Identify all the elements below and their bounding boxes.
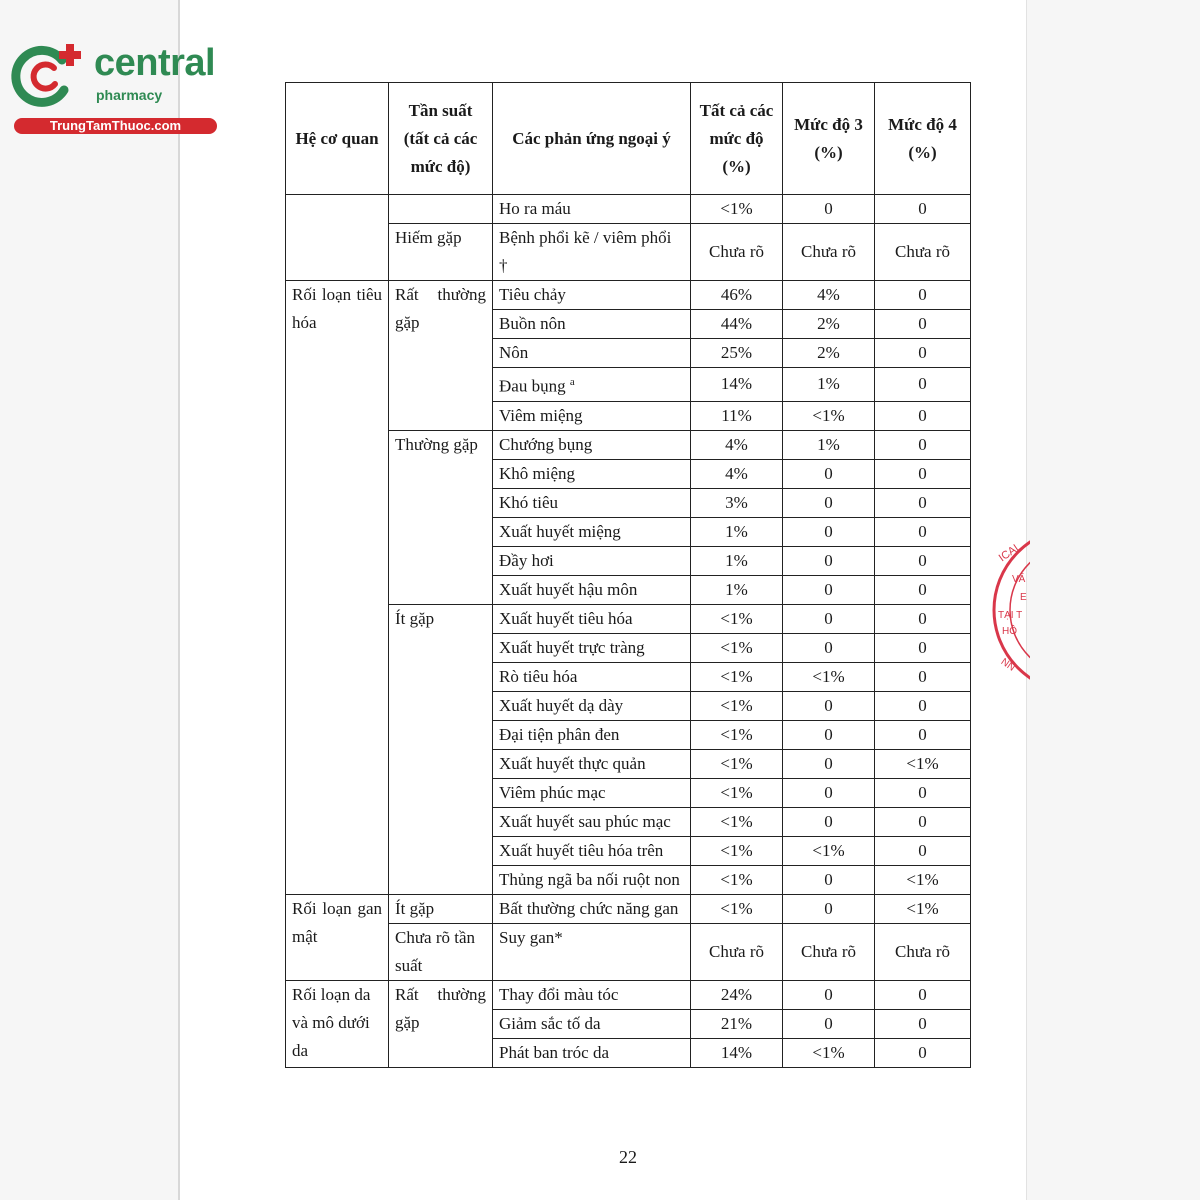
- reaction-cell: Xuất huyết sau phúc mạc: [493, 807, 691, 836]
- reaction-cell: Viêm miệng: [493, 401, 691, 430]
- all-grades-cell: 24%: [691, 980, 783, 1009]
- footnote-marker: a: [569, 376, 575, 388]
- table-row: [286, 894, 971, 923]
- central-pharmacy-logo[interactable]: [8, 36, 218, 136]
- reaction-cell: Đầy hơi: [493, 546, 691, 575]
- grade3-cell: 0: [783, 459, 875, 488]
- reaction-cell: Buồn nôn: [493, 310, 691, 339]
- grade4-cell: <1%: [875, 749, 971, 778]
- grade3-cell: 0: [783, 575, 875, 604]
- all-grades-cell: 1%: [691, 575, 783, 604]
- all-grades-cell: 14%: [691, 1038, 783, 1067]
- stamp-text: VĂ: [1012, 574, 1026, 585]
- grade4-cell: 0: [875, 546, 971, 575]
- stamp-text: NN: [998, 656, 1017, 674]
- grade3-cell: 0: [783, 195, 875, 224]
- grade3-cell: <1%: [783, 662, 875, 691]
- grade4-cell: 0: [875, 575, 971, 604]
- grade4-cell: 0: [875, 778, 971, 807]
- grade4-cell: 0: [875, 1038, 971, 1067]
- logo-brand-name: central: [94, 42, 216, 84]
- grade3-cell: 0: [783, 488, 875, 517]
- reaction-cell: Khó tiêu: [493, 488, 691, 517]
- system-cell: Rối loạn gan mật: [286, 894, 389, 980]
- table-header-row: [286, 83, 971, 195]
- grade4-cell: 0: [875, 633, 971, 662]
- grade3-cell: <1%: [783, 836, 875, 865]
- all-grades-cell: 1%: [691, 517, 783, 546]
- reaction-cell: Viêm phúc mạc: [493, 778, 691, 807]
- logo-domain-badge[interactable]: TrungTamThuoc.com: [14, 118, 217, 134]
- grade3-cell: 0: [783, 691, 875, 720]
- grade3-cell: 0: [783, 720, 875, 749]
- all-grades-cell: <1%: [691, 633, 783, 662]
- all-grades-cell: Chưa rõ: [691, 923, 783, 980]
- all-grades-cell: <1%: [691, 749, 783, 778]
- adverse-reactions-table: [285, 82, 971, 1068]
- header-frequency: Tần suất (tất cả các mức độ): [389, 83, 493, 195]
- stamp-text: TẠI T: [998, 610, 1023, 621]
- grade4-cell: 0: [875, 836, 971, 865]
- reaction-cell: Ho ra máu: [493, 195, 691, 224]
- all-grades-cell: <1%: [691, 195, 783, 224]
- table-row: [286, 980, 971, 1009]
- reaction-cell: Tiêu chảy: [493, 281, 691, 310]
- grade4-cell: 0: [875, 195, 971, 224]
- grade3-cell: 0: [783, 546, 875, 575]
- all-grades-cell: <1%: [691, 807, 783, 836]
- reaction-cell: Phát ban tróc da: [493, 1038, 691, 1067]
- frequency-cell: Rất thường gặp: [389, 980, 493, 1067]
- header-organ-system: Hệ cơ quan: [286, 83, 389, 195]
- table-row: [286, 923, 971, 980]
- grade4-cell: 0: [875, 662, 971, 691]
- grade3-cell: 0: [783, 778, 875, 807]
- grade3-cell: 0: [783, 980, 875, 1009]
- grade4-cell: 0: [875, 368, 971, 402]
- grade4-cell: 0: [875, 430, 971, 459]
- grade4-cell: 0: [875, 517, 971, 546]
- header-grade-3: Mức độ 3 (%): [783, 83, 875, 195]
- grade3-cell: 1%: [783, 368, 875, 402]
- grade3-cell: 0: [783, 894, 875, 923]
- grade4-cell: 0: [875, 339, 971, 368]
- grade4-cell: 0: [875, 807, 971, 836]
- all-grades-cell: Chưa rõ: [691, 224, 783, 281]
- frequency-cell: [389, 195, 493, 224]
- grade3-cell: 0: [783, 633, 875, 662]
- frequency-cell: Hiếm gặp: [389, 224, 493, 281]
- grade4-cell: <1%: [875, 894, 971, 923]
- table-row: [286, 281, 971, 310]
- reaction-cell: Xuất huyết thực quản: [493, 749, 691, 778]
- frequency-cell: Thường gặp: [389, 430, 493, 604]
- reaction-cell: Bất thường chức năng gan: [493, 894, 691, 923]
- reaction-cell: Chướng bụng: [493, 430, 691, 459]
- header-adverse-reaction: Các phản ứng ngoại ý: [493, 83, 691, 195]
- frequency-cell: Chưa rõ tần suất: [389, 923, 493, 980]
- grade4-cell: 0: [875, 401, 971, 430]
- grade3-cell: 2%: [783, 339, 875, 368]
- stamp-text: HỒ: [1002, 626, 1017, 637]
- pharmacy-cross-logo-icon: [10, 38, 86, 114]
- system-cell: Rối loạn da và mô dưới da: [286, 980, 389, 1067]
- all-grades-cell: 14%: [691, 368, 783, 402]
- frequency-cell: Ít gặp: [389, 604, 493, 894]
- grade4-cell: 0: [875, 980, 971, 1009]
- frequency-cell: Rất thường gặp: [389, 281, 493, 431]
- all-grades-cell: 44%: [691, 310, 783, 339]
- all-grades-cell: 4%: [691, 430, 783, 459]
- page-number: 22: [619, 1147, 637, 1167]
- all-grades-cell: <1%: [691, 662, 783, 691]
- grade4-cell: 0: [875, 691, 971, 720]
- header-all-grades: Tất cả các mức độ (%): [691, 83, 783, 195]
- grade3-cell: 0: [783, 1009, 875, 1038]
- grade3-cell: Chưa rõ: [783, 923, 875, 980]
- logo-brand-sub: pharmacy: [96, 87, 163, 103]
- reaction-cell: Nôn: [493, 339, 691, 368]
- grade3-cell: 0: [783, 517, 875, 546]
- grade4-cell: 0: [875, 604, 971, 633]
- grade3-cell: 0: [783, 749, 875, 778]
- reaction-cell: Xuất huyết hậu môn: [493, 575, 691, 604]
- all-grades-cell: 1%: [691, 546, 783, 575]
- reaction-cell: Xuất huyết miệng: [493, 517, 691, 546]
- table-row: [286, 430, 971, 459]
- reaction-cell: Xuất huyết dạ dày: [493, 691, 691, 720]
- grade4-cell: 0: [875, 488, 971, 517]
- table-row: [286, 224, 971, 281]
- grade3-cell: 0: [783, 865, 875, 894]
- all-grades-cell: <1%: [691, 865, 783, 894]
- reaction-cell: Bệnh phổi kẽ / viêm phổi †: [493, 224, 691, 281]
- all-grades-cell: <1%: [691, 691, 783, 720]
- grade3-cell: Chưa rõ: [783, 224, 875, 281]
- system-cell: Rối loạn tiêu hóa: [286, 281, 389, 895]
- grade3-cell: <1%: [783, 1038, 875, 1067]
- system-cell-continued: [286, 195, 389, 281]
- reaction-cell: Thay đổi màu tóc: [493, 980, 691, 1009]
- grade3-cell: 2%: [783, 310, 875, 339]
- grade3-cell: 0: [783, 604, 875, 633]
- stamp-text: E: [1020, 592, 1027, 603]
- all-grades-cell: 46%: [691, 281, 783, 310]
- grade4-cell: 0: [875, 459, 971, 488]
- table-row: [286, 195, 971, 224]
- frequency-cell: Ít gặp: [389, 894, 493, 923]
- reaction-text: Đau bụng: [499, 376, 566, 396]
- all-grades-cell: <1%: [691, 894, 783, 923]
- table-row: [286, 604, 971, 633]
- header-grade-4: Mức độ 4 (%): [875, 83, 971, 195]
- official-stamp-fragment: [990, 530, 1030, 690]
- all-grades-cell: <1%: [691, 778, 783, 807]
- reaction-cell: Xuất huyết tiêu hóa trên: [493, 836, 691, 865]
- grade4-cell: 0: [875, 281, 971, 310]
- reaction-cell: Khô miệng: [493, 459, 691, 488]
- all-grades-cell: <1%: [691, 836, 783, 865]
- grade4-cell: Chưa rõ: [875, 224, 971, 281]
- reaction-cell: [493, 368, 691, 402]
- all-grades-cell: <1%: [691, 604, 783, 633]
- grade4-cell: <1%: [875, 865, 971, 894]
- stamp-text: ICAL: [996, 540, 1024, 565]
- grade4-cell: 0: [875, 1009, 971, 1038]
- grade4-cell: 0: [875, 310, 971, 339]
- reaction-cell: Thủng ngã ba nối ruột non: [493, 865, 691, 894]
- grade3-cell: <1%: [783, 401, 875, 430]
- reaction-cell: Rò tiêu hóa: [493, 662, 691, 691]
- grade3-cell: 1%: [783, 430, 875, 459]
- all-grades-cell: 21%: [691, 1009, 783, 1038]
- grade4-cell: Chưa rõ: [875, 923, 971, 980]
- all-grades-cell: <1%: [691, 720, 783, 749]
- reaction-cell: Đại tiện phân đen: [493, 720, 691, 749]
- reaction-cell: Xuất huyết tiêu hóa: [493, 604, 691, 633]
- grade3-cell: 0: [783, 807, 875, 836]
- reaction-cell: Suy gan*: [493, 923, 691, 980]
- grade3-cell: 4%: [783, 281, 875, 310]
- reaction-cell: Xuất huyết trực tràng: [493, 633, 691, 662]
- all-grades-cell: 4%: [691, 459, 783, 488]
- reaction-cell: Giảm sắc tố da: [493, 1009, 691, 1038]
- all-grades-cell: 3%: [691, 488, 783, 517]
- all-grades-cell: 25%: [691, 339, 783, 368]
- all-grades-cell: 11%: [691, 401, 783, 430]
- grade4-cell: 0: [875, 720, 971, 749]
